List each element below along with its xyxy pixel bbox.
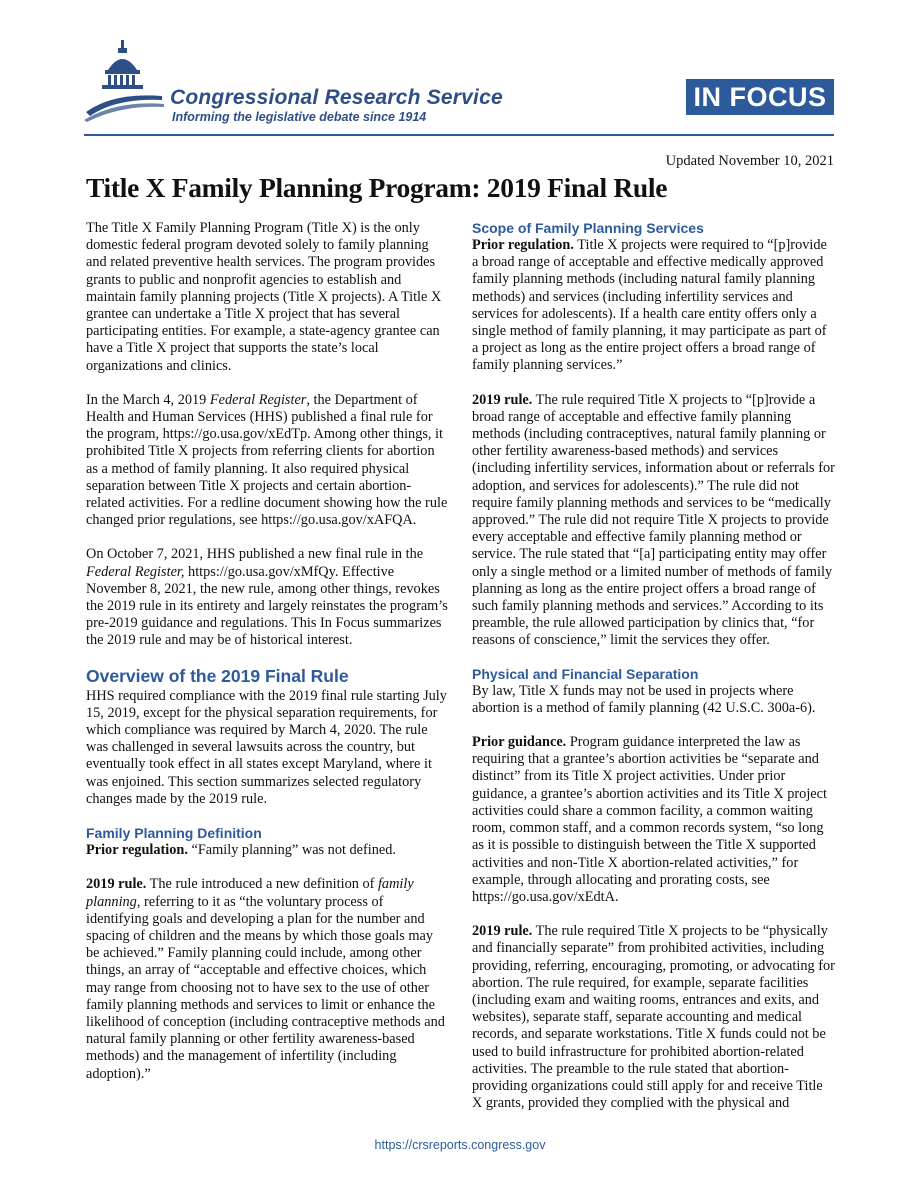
subheading-scope: Scope of Family Planning Services — [472, 220, 704, 236]
scope-2019-paragraph: 2019 rule. The rule required Title X projects to “[p]rovide a broad range of acceptable and effective family planning methods (including contraceptives, natural family planning or other fertility awareness-based methods) and services (including infertility services, information about or referrals for adoption, and services for adolescents).” The rule did not require family planning methods and services to be “medically approved.” The rule did not require Title X projects to provide every acceptable and effective family planning method or service. The rule stated that “[a] participating entity may offer only a single method or a limited number of methods of family planning as long as the entire project offers a broad range of such family planning methods and services.” According to its preamble, the rule allowed participation by clinics that, “for reasons of conscience,” limit the services they offer. — [472, 391, 835, 649]
in-focus-badge: IN FOCUS — [686, 79, 834, 115]
subheading-separation: Physical and Financial Separation — [472, 665, 699, 682]
overview-paragraph: HHS required compliance with the 2019 final rule starting July 15, 2019, except for the physical separation requirements, for which compliance was required by March 4, 2020. The rule was challenged in several lawsuits across the country, but eventually took effect in all states except Maryland, where it was enjoined. This section summarizes selected regulatory changes made by the 2019 rule. — [86, 687, 447, 807]
separation-prior-paragraph: Prior guidance. Program guidance interpreted the law as requiring that a grantee’s abortion activities be “separate and distinct” from its Title X project activities. Under prior guidance, a grantee’s abortion activities and its Title X project activities could share a common facility, a common waiting room, common staff, and a common records system, “so long as it is possible to distinguish between the Title X supported activities and non-Title X abortion-related activities,” for example, through allocating and prorating costs, see https://go.usa.gov/xEdtA. — [472, 734, 827, 905]
page-title: Title X Family Planning Program: 2019 Final Rule — [86, 172, 668, 203]
right-column — [472, 220, 835, 1129]
definition-2019-paragraph: 2019 rule. The rule introduced a new definition of family planning, referring to it as “the voluntary process of identifying goals and developing a plan for the number and spacing of children and the means by which those goals may be achieved.” Family planning could include, among other things, an array of “acceptable and effective choices, which may range from choosing not to have sex to the use of other family planning methods and services to limit or enhance the likelihood of conception (including contraceptive methods and natural family planning or other fertility awareness-based methods) and the management of infertility (including adoption).” — [86, 876, 445, 1082]
updated-date: Updated November 10, 2021 — [665, 153, 834, 169]
separation-law-paragraph: By law, Title X funds may not be used in projects where abortion is a method of family planning (42 U.S.C. 300a-6). — [472, 682, 816, 716]
definition-prior-paragraph: Prior regulation. “Family planning” was not defined. — [86, 842, 396, 859]
scope-prior-paragraph: Prior regulation. Title X projects were required to “[p]rovide a broad range of acceptable and effective medically approved family planning methods (including natural family planning methods) and services (including infertility services and services for adolescents). If a health care entity offers only a single method of family planning, it may participate as part of a project as long as the entire project offers a broad range of family planning services.” — [472, 237, 827, 374]
section-heading-overview: Overview of the 2019 Final Rule — [86, 665, 349, 686]
federal-register-paragraph: In the March 4, 2019 Federal Register, the Department of Health and Human Services (HHS) published a final rule for the program, https://go.usa.gov/xEdTp. Among other things, it prohibited Title X projects from referring clients for abortion as a method of family planning. It also required physical separation between Title X projects and certain abortion-related activities. For a redline document showing how the rule changed prior regulations, see https://go.usa.gov/xAFQA. — [86, 391, 448, 529]
left-column — [86, 220, 449, 1100]
new-rule-paragraph: On October 7, 2021, HHS published a new final rule in the Federal Register, https://go.usa.gov/xMfQy. Effective November 8, 2021, the new rule, among other things, revokes the 2019 rule in its entirety and largely reinstates the program’s pre-2019 guidance and regulations. This In Focus summarizes the 2019 rule and may be of historical interest. — [86, 546, 448, 649]
separation-2019-paragraph: 2019 rule. The rule required Title X projects to be “physically and financially separate” from prohibited activities, including providing, referring, encouraging, promoting, or advocating for abortion. The rule required, for example, separate facilities (including exam and waiting rooms, entrances and exits, and websites), separate staff, separate accounting and medical records, and separate workstations. Title X funds could not be used to build infrastructure for prohibited abortion-related activities. The preamble to the rule stated that abortion-providing organizations could still apply for and receive Title X grants, provided they complied with the physical and — [472, 923, 835, 1112]
org-name: Congressional Research Service — [170, 86, 503, 109]
footer-link[interactable]: https://crsreports.congress.gov — [374, 1138, 546, 1152]
intro-paragraph: The Title X Family Planning Program (Title X) is the only domestic federal program devoted solely to family planning and related preventive health services. The program provides grants to public and nonprofit agencies to establish and maintain family planning projects (Title X projects). A Title X grantee can undertake a Title X project that has several participating entities. For example, a state-agency grantee can have a Title X project that supports the state’s local organizations and clinics. — [86, 220, 442, 374]
report-header — [0, 0, 920, 140]
subheading-definition: Family Planning Definition — [86, 825, 262, 842]
header-divider — [84, 134, 834, 136]
org-tagline: Informing the legislative debate since 1914 — [172, 110, 427, 124]
capitol-dome-icon — [84, 40, 164, 122]
